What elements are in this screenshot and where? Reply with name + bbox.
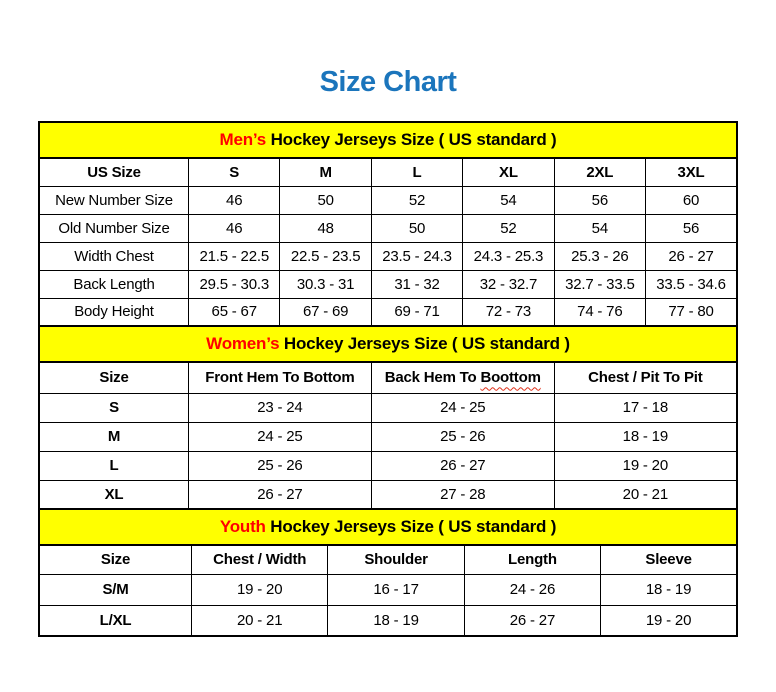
row-label-cell: S [39,393,189,422]
header-cell: Chest / Width [192,546,328,574]
row-label-cell: L/XL [39,605,192,636]
header-cell: 3XL [646,159,737,186]
header-cell: L [371,159,462,186]
data-cell: 20 - 21 [554,480,737,509]
data-cell: 69 - 71 [371,298,462,326]
row-label-cell: Body Height [39,298,189,326]
section-title-text: Hockey Jerseys Size ( US standard ) [265,517,557,536]
womens-section-title [38,327,738,363]
youth-section [38,510,738,637]
data-cell: 16 - 17 [328,574,464,605]
data-cell: 31 - 32 [371,270,462,298]
row-label-cell: S/M [39,574,192,605]
data-cell: 24.3 - 25.3 [463,242,554,270]
data-cell: 30.3 - 31 [280,270,371,298]
table-row [39,186,737,214]
section-title-text: Hockey Jerseys Size ( US standard ) [266,130,557,149]
row-label-cell: New Number Size [39,186,189,214]
data-cell: 72 - 73 [463,298,554,326]
header-cell: Shoulder [328,546,464,574]
data-cell: 23.5 - 24.3 [371,242,462,270]
womens-section [38,327,738,510]
data-cell: 25 - 26 [189,451,372,480]
row-label-cell: Old Number Size [39,214,189,242]
data-cell: 19 - 20 [192,574,328,605]
data-cell: 19 - 20 [601,605,737,636]
data-cell: 50 [371,214,462,242]
data-cell: 24 - 25 [371,393,554,422]
data-cell: 52 [371,186,462,214]
data-cell: 26 - 27 [464,605,600,636]
mens-section [38,121,738,327]
data-cell: 32 - 32.7 [463,270,554,298]
row-label-cell: XL [39,480,189,509]
header-cell: XL [463,159,554,186]
table-row [39,298,737,326]
data-cell: 65 - 67 [189,298,280,326]
data-cell: 24 - 26 [464,574,600,605]
data-cell: 60 [646,186,737,214]
header-row [39,546,737,574]
header-cell: US Size [39,159,189,186]
data-cell: 32.7 - 33.5 [554,270,645,298]
data-cell: 77 - 80 [646,298,737,326]
data-cell: 52 [463,214,554,242]
section-title-accent: Men’s [219,130,267,149]
data-cell: 17 - 18 [554,393,737,422]
header-cell: Size [39,363,189,393]
data-cell: 67 - 69 [280,298,371,326]
header-cell: M [280,159,371,186]
data-cell: 23 - 24 [189,393,372,422]
data-cell: 29.5 - 30.3 [189,270,280,298]
section-title-accent: Women’s [206,334,280,353]
data-cell: 27 - 28 [371,480,554,509]
youth-section-title [38,510,738,546]
data-cell: 24 - 25 [189,422,372,451]
data-cell: 74 - 76 [554,298,645,326]
section-title-accent: Youth [219,517,266,536]
row-label-cell: L [39,451,189,480]
header-cell: 2XL [554,159,645,186]
data-cell: 46 [189,186,280,214]
section-title-text: Hockey Jerseys Size ( US standard ) [279,334,570,353]
data-cell: 18 - 19 [328,605,464,636]
header-cell: Front Hem To Bottom [189,363,372,393]
header-cell: Size [39,546,192,574]
table-row [39,574,737,605]
data-cell: 50 [280,186,371,214]
data-cell: 25.3 - 26 [554,242,645,270]
youth-size-table [38,546,738,637]
table-row [39,242,737,270]
womens-size-table [38,363,738,510]
table-row [39,451,737,480]
row-label-cell: Back Length [39,270,189,298]
data-cell: 26 - 27 [189,480,372,509]
header-cell: S [189,159,280,186]
data-cell: 18 - 19 [554,422,737,451]
header-cell: Chest / Pit To Pit [554,363,737,393]
data-cell: 22.5 - 23.5 [280,242,371,270]
header-cell: Back Hem To Boottom [371,363,554,393]
data-cell: 56 [646,214,737,242]
data-cell: 26 - 27 [371,451,554,480]
data-cell: 21.5 - 22.5 [189,242,280,270]
table-row [39,422,737,451]
row-label-cell: M [39,422,189,451]
data-cell: 33.5 - 34.6 [646,270,737,298]
misspelled-word: Boottom [480,369,541,387]
table-row [39,214,737,242]
data-cell: 54 [554,214,645,242]
page-title: Size Chart [319,66,457,98]
table-row [39,270,737,298]
data-cell: 46 [189,214,280,242]
data-cell: 20 - 21 [192,605,328,636]
data-cell: 19 - 20 [554,451,737,480]
mens-size-table [38,159,738,327]
data-cell: 25 - 26 [371,422,554,451]
data-cell: 18 - 19 [601,574,737,605]
mens-section-title [38,121,738,159]
data-cell: 26 - 27 [646,242,737,270]
header-cell: Sleeve [601,546,737,574]
size-chart-tables [38,121,738,637]
table-row [39,605,737,636]
row-label-cell: Width Chest [39,242,189,270]
header-row [39,159,737,186]
data-cell: 54 [463,186,554,214]
header-row [39,363,737,393]
table-row [39,480,737,509]
data-cell: 56 [554,186,645,214]
data-cell: 48 [280,214,371,242]
table-row [39,393,737,422]
header-cell: Length [464,546,600,574]
